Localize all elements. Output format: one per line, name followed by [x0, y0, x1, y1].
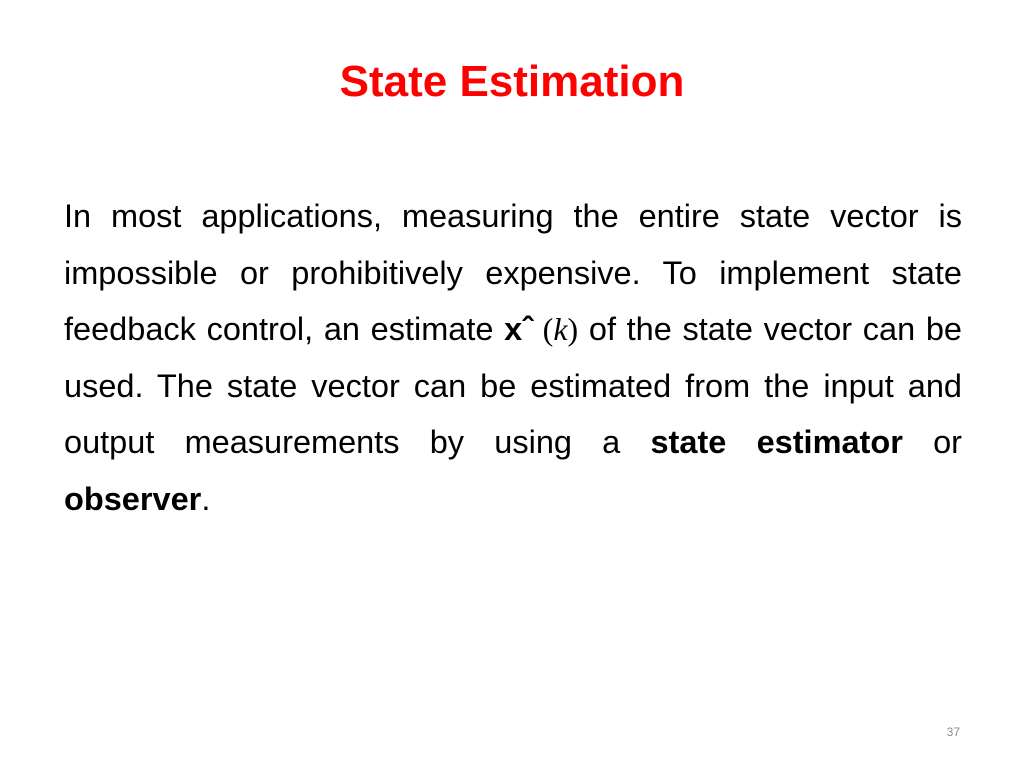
math-close-paren: ) — [567, 311, 579, 348]
math-open-paren: ( — [533, 311, 554, 348]
slide-body-paragraph — [64, 188, 962, 528]
body-text-1: In most applications, measuring the entire state vector is impossible or prohibitively expensive. To implement state feedback control, an estimate — [64, 198, 962, 348]
page-number: 37 — [946, 725, 960, 739]
term-observer: observer — [64, 480, 202, 517]
slide-title: State Estimation — [339, 57, 685, 106]
term-state-estimator: state estimator — [650, 424, 903, 461]
math-symbol-x-hat: xˆ — [504, 311, 534, 348]
body-text-4: . — [201, 480, 211, 517]
body-text-3: or — [902, 424, 962, 461]
body-text-2: of the state vector can be used. The state vector can be estimated from the input and output measurements by using a — [64, 311, 963, 461]
math-variable-k: k — [553, 311, 568, 348]
math-args — [533, 311, 578, 347]
